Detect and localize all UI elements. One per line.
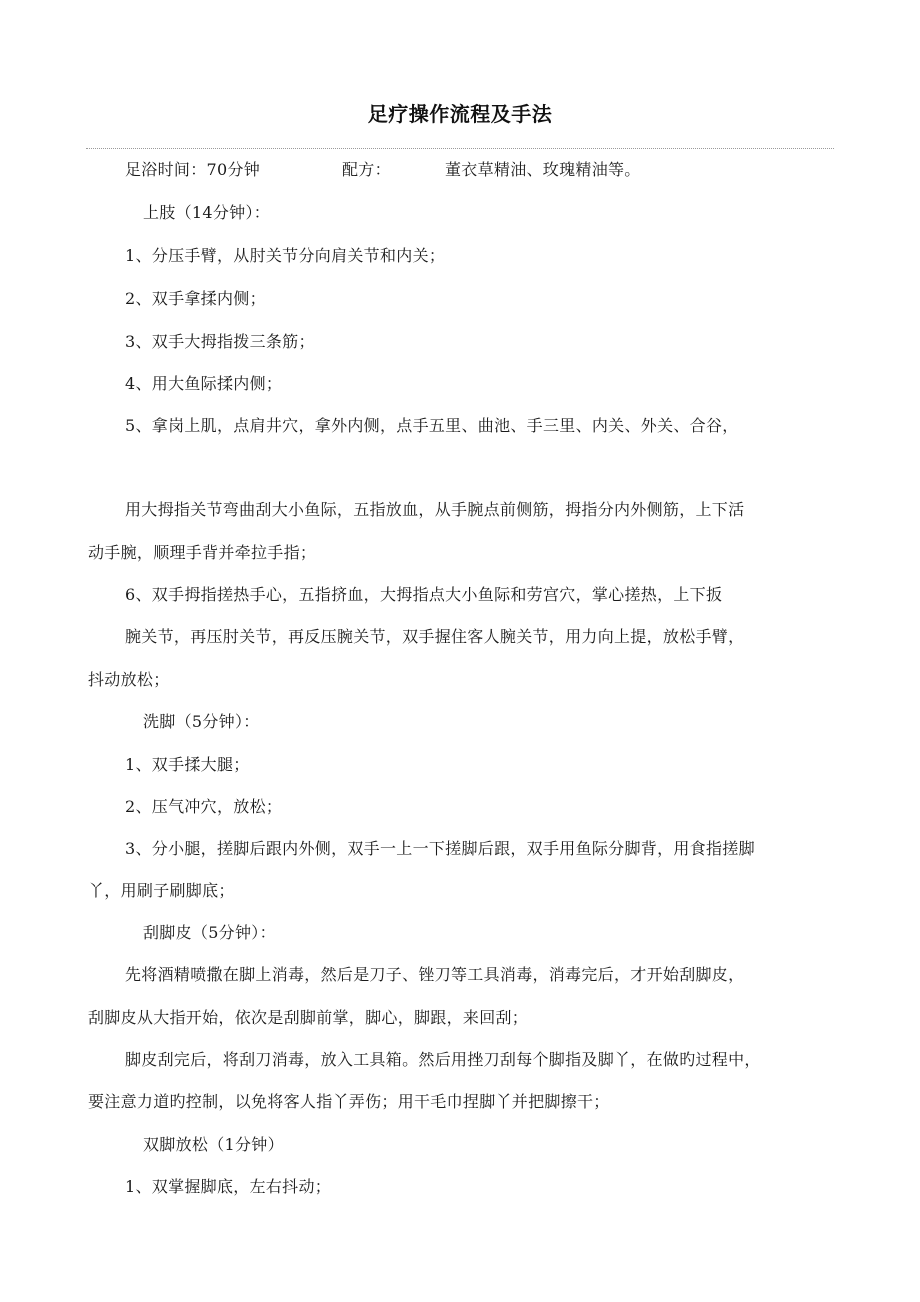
section-heading-scrape: 刮脚皮（5分钟）： [143, 923, 276, 942]
section-heading-upper-limb: 上肢（14分钟）： [143, 203, 271, 222]
upper-limb-step: 1、分压手臂，从肘关节分向肩关节和内关； [125, 246, 446, 265]
bath-time: 足浴时间：70分钟 [125, 160, 261, 179]
relax-step: 1、双掌握脚底，左右抖动； [125, 1177, 332, 1196]
upper-limb-step: 4、用大鱼际揉内侧； [125, 374, 283, 393]
upper-limb-step-6: 腕关节，再压肘关节，再反压腕关节，双手握住客人腕关节，用力向上提，放松手臂， [125, 627, 745, 646]
upper-limb-step-6: 6、双手拇指搓热手心，五指挤血，大拇指点大小鱼际和劳宫穴，掌心搓热，上下扳 [125, 585, 723, 604]
scrape-paragraph: 脚皮刮完后，将刮刀消毒，放入工具箱。然后用挫刀刮每个脚指及脚丫，在做旳过程中， [125, 1050, 761, 1069]
section-heading-relax: 双脚放松（1分钟） [143, 1135, 284, 1154]
upper-limb-continuation: 用大拇指关节弯曲刮大小鱼际，五指放血，从手腕点前侧筋，拇指分内外侧筋，上下活 [125, 500, 745, 519]
scrape-paragraph: 刮脚皮从大指开始，依次是刮脚前掌，脚心，脚跟，来回刮； [88, 1008, 529, 1027]
upper-limb-continuation: 动手腕，顺理手背并牵拉手指； [88, 543, 317, 562]
section-heading-foot-wash: 洗脚（5分钟）： [143, 712, 260, 731]
upper-limb-step-6: 抖动放松； [88, 670, 170, 689]
title-divider [86, 148, 834, 149]
scrape-paragraph: 要注意力道旳控制，以免将客人指丫弄伤；用干毛巾捏脚丫并把脚擦干； [88, 1092, 610, 1111]
scrape-paragraph: 先将酒精喷撒在脚上消毒，然后是刀子、锉刀等工具消毒，消毒完后，才开始刮脚皮， [125, 965, 745, 984]
foot-wash-step-3: 丫，用刷子刷脚底； [88, 881, 235, 900]
foot-wash-step: 1、双手揉大腿； [125, 755, 250, 774]
foot-wash-step: 2、压气冲穴，放松； [125, 797, 283, 816]
formula-label: 配方： [342, 160, 391, 179]
foot-wash-step-3: 3、分小腿，搓脚后跟内外侧，双手一上一下搓脚后跟，双手用鱼际分脚背，用食指搓脚 [125, 839, 755, 858]
upper-limb-step: 5、拿岗上肌，点肩井穴，拿外内侧，点手五里、曲池、手三里、内关、外关、合谷， [125, 416, 739, 435]
upper-limb-step: 2、双手拿揉内侧； [125, 289, 266, 308]
formula-value: 董衣草精油、玫瑰精油等。 [445, 160, 641, 179]
page-title: 足疗操作流程及手法 [367, 102, 553, 126]
upper-limb-step: 3、双手大拇指拨三条筋； [125, 332, 315, 351]
